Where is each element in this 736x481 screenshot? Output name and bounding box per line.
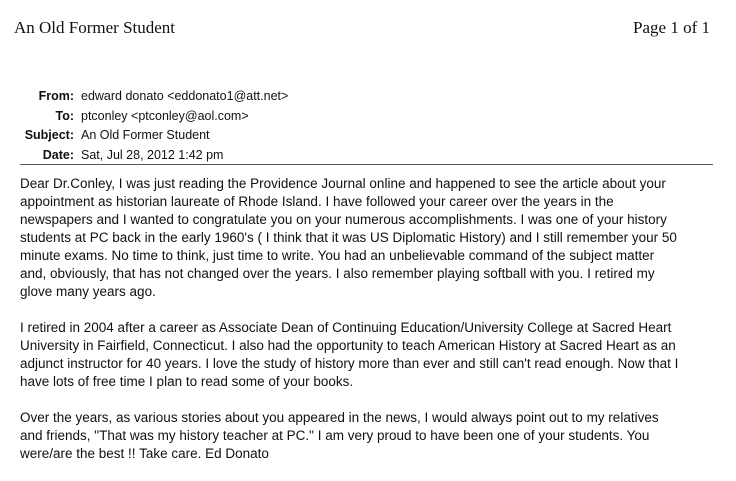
date-row [20,146,288,166]
subject-label: Subject: [24,128,74,142]
date-value: Sat, Jul 28, 2012 1:42 pm [81,147,224,162]
paragraph [20,409,720,463]
text-line: glove many years ago. [20,284,156,299]
text-line: I retired in 2004 after a career as Associate Dean of Continuing Education/University College at Sacred Heart [20,320,672,335]
text-line: have lots of free time I plan to read some of your books. [20,374,354,389]
from-label: From: [38,89,74,103]
page-header-title: An Old Former Student [14,18,176,37]
paragraph [20,319,720,391]
text-line: were/are the best !! Take care. Ed Donato [20,446,269,461]
text-line: appointment as historian laureate of Rhode Island. I have followed your career over the years in the [20,194,614,209]
text-line: adjunct instructor for 40 years. I love the study of history more than ever and still can't read enough. Now that I [20,356,679,371]
email-header [20,87,288,165]
from-row [20,87,288,107]
text-line: minute exams. No time to think, just time to write. You had an unbelievable command of the subject matter [20,248,655,263]
text-line: University in Fairfield, Connecticut. I also had the opportunity to teach American History at Sacred Heart as an [20,338,676,353]
email-body [20,175,720,481]
to-row [20,107,288,127]
subject-row [20,126,288,146]
page-number: Page 1 of 1 [633,18,710,37]
to-label: To: [55,108,74,123]
header-divider [20,164,713,165]
subject-value: An Old Former Student [81,128,210,142]
text-line: Over the years, as various stories about you appeared in the news, I would always point out to my relatives [20,410,659,425]
paragraph [20,175,720,301]
text-line: and friends, "That was my history teacher at PC." I am very proud to have been one of your students. You [20,428,650,443]
to-value: ptconley <ptconley@aol.com> [81,108,249,123]
text-line: newspapers and I wanted to congratulate you on your numerous accomplishments. I was one of your history [20,212,667,227]
text-line: Dear Dr.Conley, I was just reading the Providence Journal online and happened to see the article about your [20,176,666,191]
date-label: Date: [42,147,74,162]
from-value: edward donato <eddonato1@att.net> [81,89,289,103]
text-line: and, obviously, that has not changed over the years. I also remember playing softball with you. I retired my [20,266,655,281]
text-line: students at PC back in the early 1960's ( I think that it was US Diplomatic History) and I still remember your 50 [20,230,677,245]
